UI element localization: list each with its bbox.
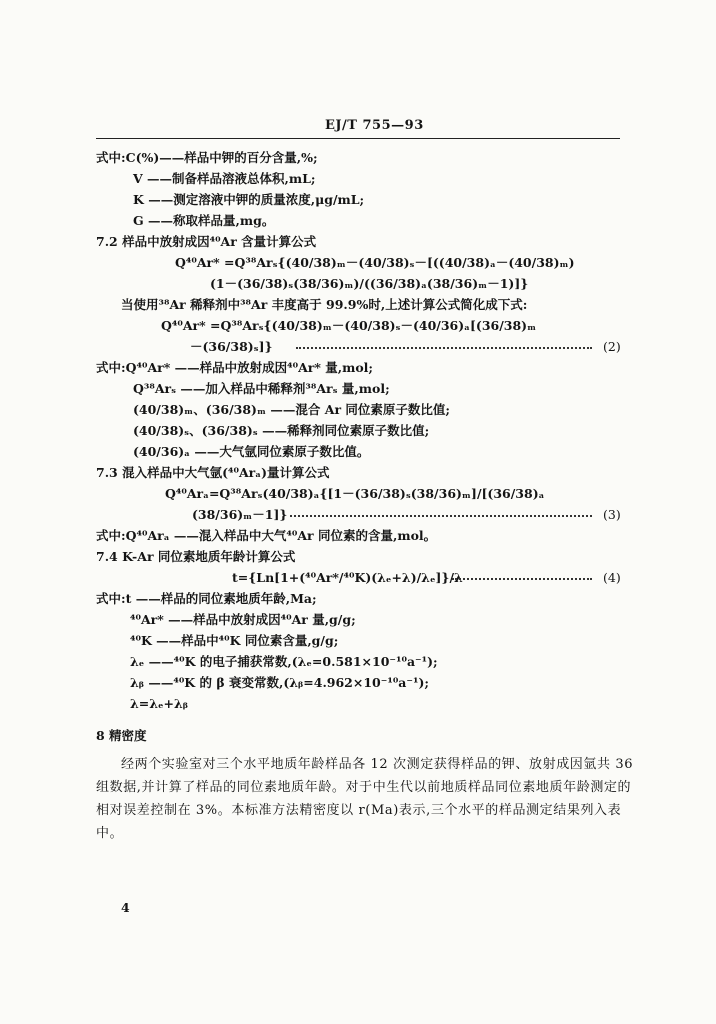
simplification-note: 当使用³⁸Ar 稀释剂中³⁸Ar 丰度高于 99.9%时,上述计算公式简化成下式: [121,297,528,312]
equation-4: t={Ln[1+(⁴⁰Ar*/⁴⁰K)(λₑ+λ)/λₑ]}/λ [232,570,463,585]
where-v-volume: V ——制备样品溶液总体积,mL; [133,171,316,186]
standard-code-header: EJ/T 755—93 [325,118,424,133]
precision-paragraph-line-1: 经两个实验室对三个水平地质年龄样品各 12 次测定获得样品的钾、放射成因氩共 36 [121,757,634,772]
equation-3-line-2: (38/36)ₘ－1]} [192,507,288,522]
equation-3-leader-dots [290,514,592,517]
precision-paragraph-line-2: 组数据,并计算了样品的同位素地质年龄。对于中生代以前地质样品同位素地质年龄测定的 [96,780,632,795]
where-q40ar-atmospheric: 式中:Q⁴⁰Arₐ ——混入样品中大气⁴⁰Ar 同位素的含量,mol。 [96,528,437,543]
where-atmospheric-ratio: (40/36)ₐ ——大气氩同位素原子数比值。 [133,444,370,459]
where-t-age: 式中:t ——样品的同位素地质年龄,Ma; [96,591,317,606]
equation-1-line-2: (1－(36/38)ₛ(38/36)ₘ)/((36/38)ₐ(38/36)ₘ－1)]} [210,276,529,291]
precision-paragraph-line-4: 中。 [96,826,124,841]
where-g-mass: G ——称取样品量,mg。 [133,213,275,228]
equation-1-line-1: Q⁴⁰Ar* =Q³⁸Arₛ{(40/38)ₘ－(40/38)ₛ－[((40/38)ₐ－(40/38)ₘ) [175,255,575,270]
precision-paragraph-line-3: 相对误差控制在 3%。本标准方法精密度以 r(Ma)表示,三个水平的样品测定结果列入表 [96,803,622,818]
equation-4-number: (4) [603,570,621,585]
equation-3-line-1: Q⁴⁰Arₐ=Q³⁸Arₛ(40/38)ₐ{[1－(36/38)ₛ(38/36)ₘ]/[(36/38)ₐ [165,486,545,501]
equation-2-number: (2) [603,339,621,354]
where-q40ar-radiogenic: 式中:Q⁴⁰Ar* ——样品中放射成因⁴⁰Ar* 量,mol; [96,360,374,375]
where-mixed-ratios: (40/38)ₘ、(36/38)ₘ ——混合 Ar 同位素原子数比值; [133,402,451,417]
section-7-3-heading: 7.3 混入样品中大气氩(⁴⁰Arₐ)量计算公式 [96,465,330,480]
where-40ar-radiogenic: ⁴⁰Ar* ——样品中放射成因⁴⁰Ar 量,g/g; [130,612,356,627]
header-rule [96,138,620,139]
where-q38ar-spike: Q³⁸Arₛ ——加入样品中稀释剂³⁸Arₛ 量,mol; [133,381,390,396]
where-spike-ratios: (40/38)ₛ、(36/38)ₛ ——稀释剂同位素原子数比值; [133,423,430,438]
section-7-4-heading: 7.4 K-Ar 同位素地质年龄计算公式 [96,549,296,564]
where-lambda-total: λ=λₑ+λᵦ [130,696,189,711]
section-8-heading: 8 精密度 [96,728,147,743]
where-k-concentration: K ——测定溶液中钾的质量浓度,μg/mL; [133,192,365,207]
equation-2-leader-dots [296,346,592,349]
page-number: 4 [121,900,130,915]
equation-4-leader-dots [452,577,592,580]
where-40k-content: ⁴⁰K ——样品中⁴⁰K 同位素含量,g/g; [130,633,339,648]
where-c-percent: 式中:C(%)——样品中钾的百分含量,%; [96,150,318,165]
equation-2-line-2: －(36/38)ₛ]} [190,339,273,354]
equation-2-line-1: Q⁴⁰Ar* =Q³⁸Arₛ{(40/38)ₘ－(40/38)ₛ－(40/36)ₐ[(36/38)ₘ [161,318,537,333]
where-lambda-beta: λᵦ ——⁴⁰K 的 β 衰变常数,(λᵦ=4.962×10⁻¹⁰a⁻¹); [130,675,429,690]
where-lambda-e: λₑ ——⁴⁰K 的电子捕获常数,(λₑ=0.581×10⁻¹⁰a⁻¹); [130,654,438,669]
equation-3-number: (3) [603,507,621,522]
section-7-2-heading: 7.2 样品中放射成因⁴⁰Ar 含量计算公式 [96,234,317,249]
